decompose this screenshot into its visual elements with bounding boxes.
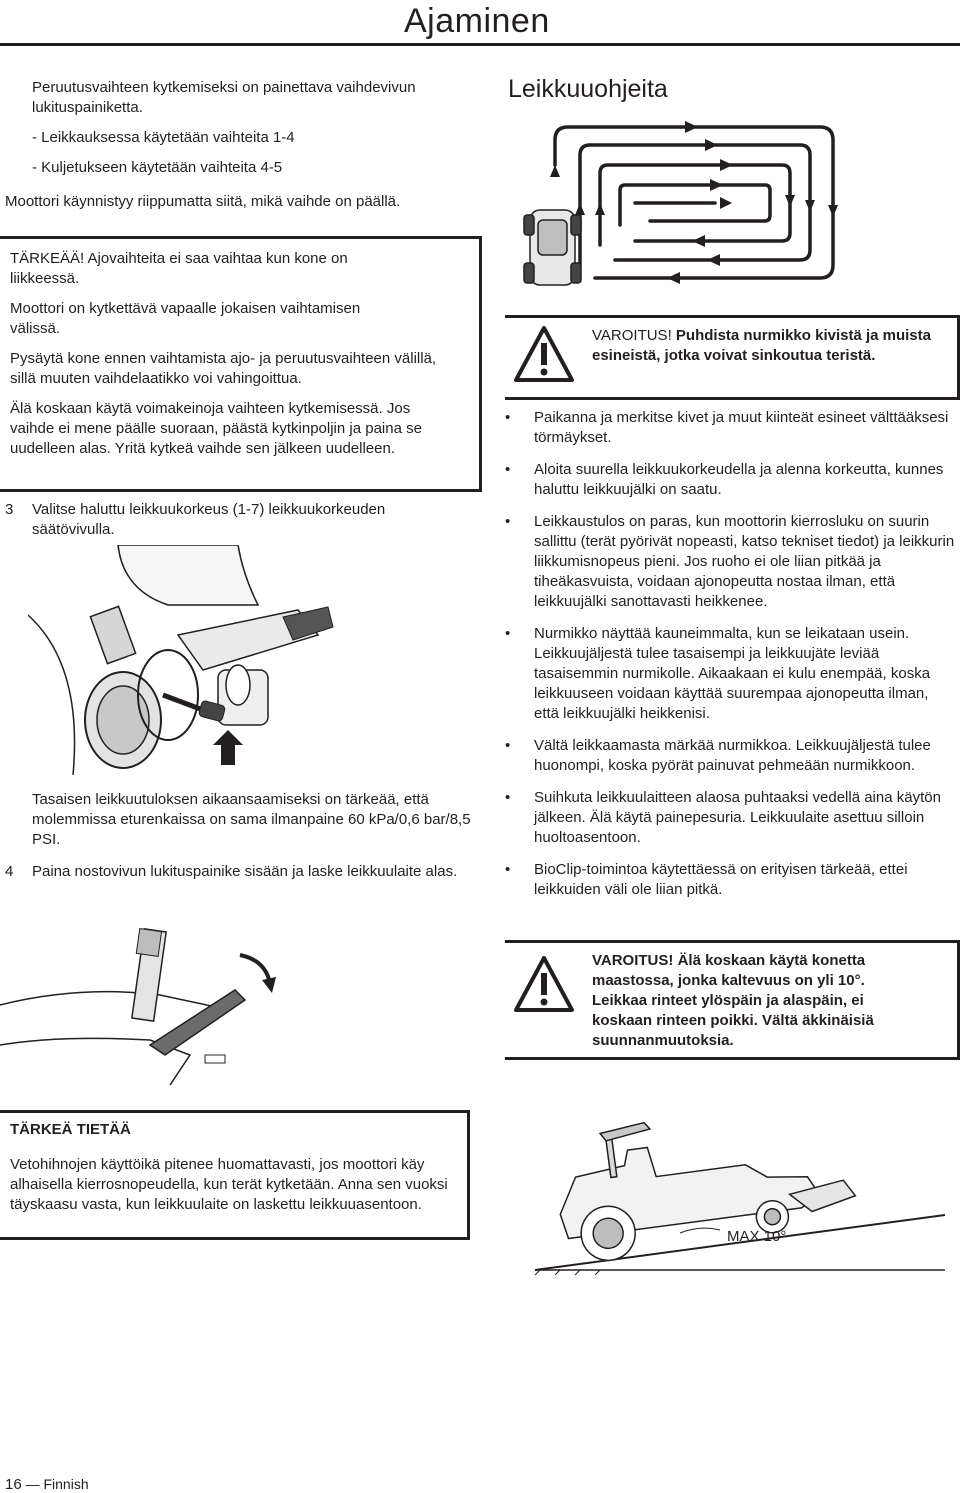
step-3-number: 3 [5, 501, 14, 518]
info-text: Vetohihnojen käyttöikä pitenee huomattavasti, jos moottori käy alhaisella kierrosnopeudella, kun terät kytketään. Anna sen vuoksi täyskaasu vasta, kun leikkuulaite on laskettu leikkuuasentoon. [10, 1156, 448, 1213]
info-title: TÄRKEÄ TIETÄÄ [10, 1121, 131, 1138]
step-3-text: Valitse haluttu leikkuukorkeus (1-7) leikkuukorkeuden säätövivulla. [32, 501, 386, 538]
bullet-icon: • [505, 789, 511, 806]
page-number: 16 [5, 1476, 22, 1493]
step-3 [5, 500, 470, 540]
step-4-number: 4 [5, 863, 14, 880]
list-item: • Vältä leikkaamasta märkää nurmikkoa. Leikkuujäljestä tulee huonompi, koska pyörät painuvat pehmeään nurmikkoon. [505, 737, 931, 774]
info-box [0, 1110, 470, 1240]
mowing-pattern-illustration [520, 115, 860, 295]
lift-lever-illustration [0, 925, 310, 1085]
bullet-icon: • [505, 737, 511, 754]
page-footer [5, 1476, 89, 1493]
list-item: • BioClip-toimintoa käytettäessä on erityisen tärkeää, ettei leikkuiden väli ole liian pitkä. [505, 861, 908, 898]
list-item: • Suihkuta leikkuulaitteen alaosa puhtaaksi vedellä aina käytön jälkeen. Älä käytä painepesuria. Leikkuulaite asettuu silloin huoltoasentoon. [505, 789, 941, 846]
footer-language: Finnish [43, 1476, 89, 1492]
page-title: Ajaminen [404, 2, 550, 40]
header-rule [0, 43, 960, 46]
bullet-icon: • [505, 625, 511, 642]
important-line-4: Älä koskaan käytä voimakeinoja vaihteen kytkemisessä. Jos vaihde ei mene päälle suoraan, päästä kytkinpoljin ja paina se uudelleen alas. Yritä kytkeä vaihde sen jälkeen uudelleen. [10, 400, 422, 457]
list-item: • Aloita suurella leikkuukorkeudella ja alenna korkeutta, kunnes haluttu leikkuujälki on saatu. [505, 461, 944, 498]
bullet-icon: • [505, 409, 511, 426]
important-box [0, 236, 482, 492]
warning-box-slope [505, 940, 960, 1060]
cutting-height-lever-illustration [28, 545, 358, 775]
list-item: • Nurmikko näyttää kauneimmalta, kun se leikataan usein. Leikkuujäljestä tulee tasaisempi ja leikkuujäte leviää tasaisemmin nurmikolle. Aikaakaan ei kulu enempää, koska leikkuuseen voidaan käyttää suurempaa ajonopeutta ilman, että leikkuujälki heikkenisi. [505, 625, 931, 722]
gear-range-transport: - Kuljetukseen käytetään vaihteita 4-5 [32, 159, 283, 176]
footer-dash: — [25, 1476, 40, 1492]
engine-start-note: Moottori käynnistyy riippumatta siitä, mikä vaihde on päällä. [5, 193, 401, 210]
warning-lead: VAROITUS! [592, 952, 674, 969]
list-item: • Leikkaustulos on paras, kun moottorin kierrosluku on suurin sallittu (terät pyörivät nopeasti, katso tekniset tiedot) ja leikkurin liikkumisnopeus pieni. Jos ruoho ei ole liian pitkää ja tiheäkasvuista, voidaan ajonopeutta nostaa ilman, että leikkuujälki sanottavasti heikkenee. [505, 513, 955, 610]
slope-max-label: MAX 10° [727, 1228, 787, 1245]
tyre-pressure-note: Tasaisen leikkuutuloksen aikaansaamiseksi on tärkeää, että molemmissa eturenkaissa on sama ilmanpaine 60 kPa/0,6 bar/8,5 PSI. [32, 791, 471, 848]
warning-lead: VAROITUS! [592, 327, 672, 344]
warning-body: Älä koskaan käytä konetta maastossa, jonka kaltevuus on yli 10°. Leikkaa rinteet ylöspäin ja alaspäin, ei koskaan rinteen poikki. Vältä äkkinäisiä suunnanmuutoksia. [592, 952, 874, 1049]
bullet-icon: • [505, 861, 511, 878]
gear-range-cutting: - Leikkauksessa käytetään vaihteita 1-4 [32, 129, 295, 146]
warning-text-slope [592, 951, 922, 1051]
warning-box-stones [505, 315, 960, 400]
warning-triangle-icon [513, 325, 575, 383]
section-title: Leikkuuohjeita [508, 75, 668, 103]
important-line-1: TÄRKEÄÄ! Ajovaihteita ei saa vaihtaa kun kone on liikkeessä. [10, 250, 348, 287]
list-item: • Paikanna ja merkitse kivet ja muut kiinteät esineet välttääksesi törmäykset. [505, 409, 949, 446]
bullet-icon: • [505, 513, 511, 530]
intro-paragraph: Peruutusvaihteen kytkemiseksi on painettava vaihdevivun lukituspainiketta. [32, 79, 416, 116]
mowing-tips-list [505, 408, 955, 912]
warning-body: Puhdista nurmikko kivistä ja muista esineistä, jotka voivat sinkoutua teristä. [592, 327, 931, 364]
step-4 [5, 862, 470, 882]
step-4-text: Paina nostovivun lukituspainike sisään ja laske leikkuulaite alas. [32, 863, 458, 880]
bullet-icon: • [505, 461, 511, 478]
slope-illustration [520, 1105, 960, 1280]
warning-triangle-icon [513, 955, 575, 1013]
important-line-2: Moottori on kytkettävä vapaalle jokaisen vaihtamisen välissä. [10, 300, 361, 337]
warning-text-stones [592, 326, 932, 366]
important-line-3: Pysäytä kone ennen vaihtamista ajo- ja peruutusvaihteen välillä, sillä muuten vaihdelaatikko voi vahingoittua. [10, 350, 437, 387]
